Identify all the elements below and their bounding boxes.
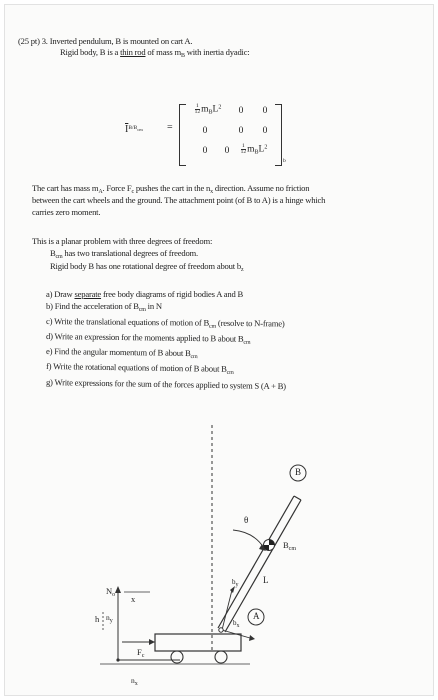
mass-sub: B bbox=[208, 109, 213, 116]
task-text: free body diagrams of rigid bodies A and B bbox=[101, 289, 244, 299]
subscript: cm bbox=[226, 369, 234, 376]
label-x: x bbox=[131, 594, 136, 604]
mass-symbol: m bbox=[201, 104, 209, 115]
p1-text: pushes the cart in the n bbox=[133, 183, 211, 193]
fraction-num: 1 bbox=[242, 143, 245, 149]
hinge-point bbox=[219, 628, 223, 632]
bx-letter: b bbox=[233, 619, 237, 627]
equals-sign: = bbox=[167, 122, 173, 133]
paragraph-1-line-3: carries zero moment. bbox=[32, 207, 101, 217]
fraction-den: 12 bbox=[240, 149, 247, 155]
fc-sub: c bbox=[141, 653, 145, 659]
fc-letter: F bbox=[137, 647, 142, 657]
task-text: d) Write an expression for the moments applied to B about B bbox=[45, 331, 244, 344]
by-arrow bbox=[222, 590, 232, 630]
subscript: cm bbox=[190, 354, 198, 361]
p2-text: Rigid body B has one rotational degree of freedom about b bbox=[50, 261, 241, 271]
no-letter: N bbox=[106, 586, 113, 596]
matrix-cell-32: 0 bbox=[224, 146, 230, 156]
subscript: B bbox=[180, 53, 185, 59]
thin-rod-underlined: thin rod bbox=[120, 47, 146, 57]
length-symbol: L bbox=[258, 144, 265, 155]
no-sub: o bbox=[112, 592, 116, 598]
bx-arrowhead bbox=[249, 635, 255, 641]
task-text: e) Find the angular momentum of B about B bbox=[45, 346, 191, 359]
task-text: a) Draw bbox=[46, 289, 75, 299]
subscript: cm bbox=[138, 307, 146, 313]
label-by bbox=[232, 577, 239, 591]
header-text: Rigid body, B is a bbox=[60, 47, 121, 57]
mass-symbol: m bbox=[247, 144, 255, 155]
inertia-superscript: B/B bbox=[128, 125, 138, 131]
matrix-cell-22: 0 bbox=[238, 126, 244, 136]
subscript: cm bbox=[208, 323, 216, 330]
task-text: f) Write the rotational equations of motion of B about B bbox=[45, 361, 227, 374]
power: 2 bbox=[264, 144, 268, 151]
label-bcm bbox=[283, 540, 296, 555]
by-letter: b bbox=[232, 578, 236, 586]
power: 2 bbox=[218, 104, 222, 111]
bcm-letter: B bbox=[283, 540, 289, 550]
cart-wheel-right bbox=[215, 651, 227, 663]
theta-arc bbox=[233, 530, 264, 548]
fraction-den: 12 bbox=[194, 109, 201, 115]
p1-text: . Force F bbox=[102, 183, 132, 193]
task-text: (resolve to N-frame) bbox=[215, 317, 285, 329]
nx-sub: x bbox=[134, 681, 138, 687]
bcm-sub: cm bbox=[288, 546, 297, 552]
label-n-origin bbox=[106, 586, 115, 601]
by-sub: y bbox=[235, 582, 239, 588]
subscript: A bbox=[98, 189, 103, 195]
header-line-1: (25 pt) 3. Inverted pendulum, B is mounted on cart A. bbox=[18, 36, 193, 46]
matrix-cell-23: 0 bbox=[262, 126, 268, 136]
p2-text: has two translational degrees of freedom. bbox=[62, 248, 198, 258]
ny-arrowhead bbox=[115, 586, 121, 593]
inertia-superscript-sub: cm bbox=[137, 127, 143, 132]
task-text: b) Find the acceleration of B bbox=[46, 301, 139, 311]
task-g: g) Write expressions for the sum of the forces applied to system S (A + B) bbox=[45, 377, 286, 392]
matrix-cell-31: 0 bbox=[202, 146, 208, 156]
label-length: L bbox=[263, 575, 269, 585]
origin-no bbox=[116, 658, 119, 661]
subscript: c bbox=[131, 189, 134, 195]
frame-subscript: b bbox=[283, 158, 286, 164]
cart-wheel-left bbox=[171, 651, 183, 663]
p1-text: The cart has mass m bbox=[32, 183, 99, 193]
label-body-a: A bbox=[253, 611, 260, 621]
task-text: c) Write the translational equations of motion of B bbox=[45, 316, 210, 328]
task-text: in N bbox=[145, 301, 162, 311]
bx-sub: x bbox=[236, 623, 240, 629]
paragraph-2-line-1: This is a planar problem with three degrees of freedom: bbox=[32, 236, 213, 246]
matrix-cell-12: 0 bbox=[238, 106, 244, 116]
inertia-letter: $\overline{I}$ bbox=[125, 124, 129, 135]
length-symbol: L bbox=[212, 104, 219, 115]
p1-text: direction. Assume no friction bbox=[212, 183, 310, 193]
label-h: h bbox=[95, 614, 100, 624]
subscript: cm bbox=[55, 254, 63, 260]
subscript: x bbox=[210, 189, 213, 195]
fc-arrowhead bbox=[149, 639, 155, 645]
p2-text: B bbox=[50, 248, 56, 258]
mass-sub: B bbox=[254, 149, 259, 156]
bcm-marker bbox=[264, 540, 275, 551]
label-fc bbox=[137, 647, 144, 662]
ny-sub: y bbox=[109, 618, 113, 624]
fraction-num: 1 bbox=[196, 103, 199, 109]
label-ny bbox=[106, 612, 113, 627]
subscript: z bbox=[240, 267, 244, 273]
label-nx bbox=[131, 675, 138, 690]
nx-letter: n bbox=[131, 676, 135, 685]
cart-body bbox=[155, 634, 241, 651]
matrix-cell-21: 0 bbox=[202, 126, 208, 136]
subscript: cm bbox=[243, 339, 251, 346]
ny-letter: n bbox=[106, 613, 110, 622]
label-bx bbox=[233, 618, 240, 632]
matrix-cell-13: 0 bbox=[262, 106, 268, 116]
paragraph-1-line-2: between the cart wheels and the ground. The attachment point (of B to A) is a hinge which bbox=[32, 195, 326, 205]
label-body-b: B bbox=[295, 467, 302, 477]
header-text: of mass m bbox=[145, 47, 181, 57]
label-theta: θ bbox=[244, 515, 249, 525]
separate-underlined: separate bbox=[74, 289, 102, 299]
header-text: with inertia dyadic: bbox=[184, 47, 250, 57]
